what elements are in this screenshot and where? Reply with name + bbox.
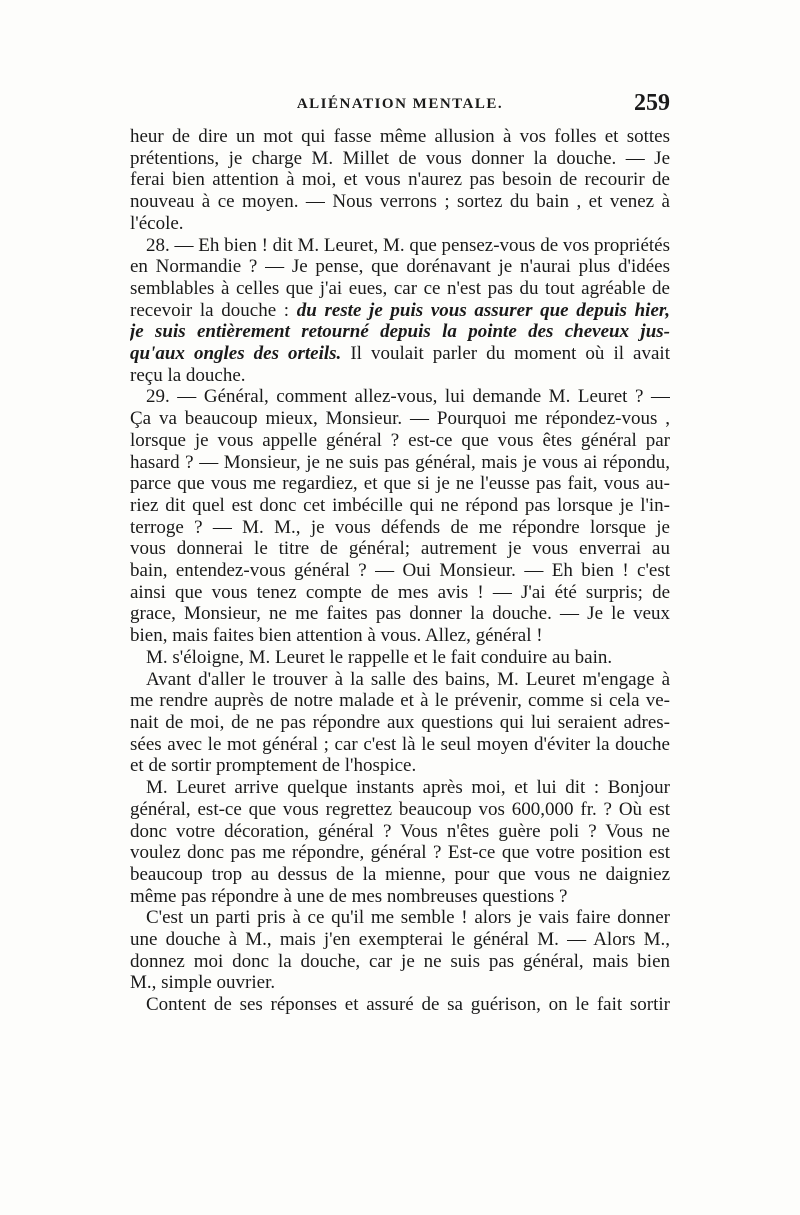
body-text <box>130 126 670 1016</box>
text-line: nouveau à ce moyen. — Nous verrons ; sortez du bain , et venez à <box>130 191 670 213</box>
text-line: hasard ? — Monsieur, je ne suis pas général, mais je vous ai répondu, <box>130 451 670 473</box>
text-line: 28. — Eh bien ! dit M. Leuret, M. que pensez-vous de vos propriétés <box>146 234 670 256</box>
text-line: M., simple ouvrier. <box>130 972 276 994</box>
page-number: 259 <box>634 90 670 116</box>
italic-run: du reste je puis vous assurer que depuis hier, <box>296 299 670 321</box>
text-line <box>130 300 670 322</box>
text-line: 29. — Général, comment allez-vous, lui demande M. Leuret ? — <box>146 386 670 408</box>
text-line <box>130 343 670 365</box>
text-line: riez dit quel est donc cet imbécille qui ne répond pas lorsque je l'in- <box>130 494 670 516</box>
text-line: prétentions, je charge M. Millet de vous donner la douche. — Je <box>130 147 670 169</box>
text-line: lorsque je vous appelle général ? est-ce que vous êtes général par <box>130 429 670 451</box>
text-line: heur de dire un mot qui fasse même allusion à vos folles et sottes <box>130 126 670 147</box>
text-line: M. s'éloigne, M. Leuret le rappelle et le fait conduire au bain. <box>146 646 613 668</box>
text-line: bain, entendez-vous général ? — Oui Monsieur. — Eh bien ! c'est <box>130 560 670 582</box>
text-line: C'est un parti pris à ce qu'il me semble ! alors je vais faire donner <box>146 907 670 929</box>
italic-run: qu'aux ongles des orteils. <box>130 343 342 365</box>
text-line: sées avec le mot général ; car c'est là le seul moyen d'éviter la douche <box>130 733 670 755</box>
text-line: une douche à M., mais j'en exempterai le général M. — Alors M., <box>130 929 670 951</box>
text-line: voulez donc pas me répondre, général ? Est-ce que votre position est <box>130 842 670 864</box>
running-title: ALIÉNATION MENTALE. <box>296 96 504 112</box>
text-line: grace, Monsieur, ne me faites pas donner la douche. — Je le veux <box>130 603 670 625</box>
text-line: ainsi que vous tenez compte de mes avis ! — J'ai été surpris; de <box>130 581 670 603</box>
text-line: bien, mais faites bien attention à vous. Allez, général ! <box>130 625 543 647</box>
text-line: terroge ? — M. M., je vous défends de me répondre lorsque je <box>130 516 670 538</box>
text-line: M. Leuret arrive quelque instants après moi, et lui dit : Bonjour <box>146 777 670 799</box>
text-line: ferai bien attention à moi, et vous n'aurez pas besoin de recourir de <box>130 169 670 191</box>
text-line: semblables à celles que j'ai eues, car ce n'est pas du tout agréable de <box>130 277 670 299</box>
text-line: me rendre auprès de notre malade et à le prévenir, comme si cela ve- <box>130 690 670 712</box>
text-line: général, est-ce que vous regrettez beaucoup vos 600,000 fr. ? Où est <box>130 798 670 820</box>
text-line: reçu la douche. <box>130 364 246 386</box>
text-run: Il voulait parler du moment où il avait <box>341 343 670 365</box>
text-line: en Normandie ? — Je pense, que dorénavant je n'aurai plus d'idées <box>130 256 670 278</box>
running-head <box>130 90 670 126</box>
text-line: l'école. <box>130 212 184 234</box>
text-line: Avant d'aller le trouver à la salle des bains, M. Leuret m'engage à <box>146 668 670 690</box>
text-line: parce que vous me regardiez, et que si je ne l'eusse pas fait, vous au- <box>130 473 670 495</box>
text-line: donc votre décoration, général ? Vous n'êtes guère poli ? Vous ne <box>130 820 670 842</box>
text-line: beaucoup trop au dessus de la mienne, pour que vous ne daigniez <box>130 863 670 885</box>
text-run: recevoir la douche : <box>130 299 297 321</box>
text-line: vous donnerai le titre de général; autrement je vous enverrai au <box>130 538 670 560</box>
text-line: je suis entièrement retourné depuis la pointe des cheveux jus- <box>130 321 670 343</box>
text-line: nait de moi, de ne pas répondre aux questions qui lui seraient adres- <box>130 711 670 733</box>
text-line: et de sortir promptement de l'hospice. <box>130 755 417 777</box>
text-line: Ça va beaucoup mieux, Monsieur. — Pourquoi me répondez-vous , <box>130 408 670 430</box>
text-line: même pas répondre à une de mes nombreuses questions ? <box>130 885 568 907</box>
text-line: Content de ses réponses et assuré de sa guérison, on le fait sortir <box>146 994 670 1016</box>
text-line: donnez moi donc la douche, car je ne suis pas général, mais bien <box>130 950 670 972</box>
